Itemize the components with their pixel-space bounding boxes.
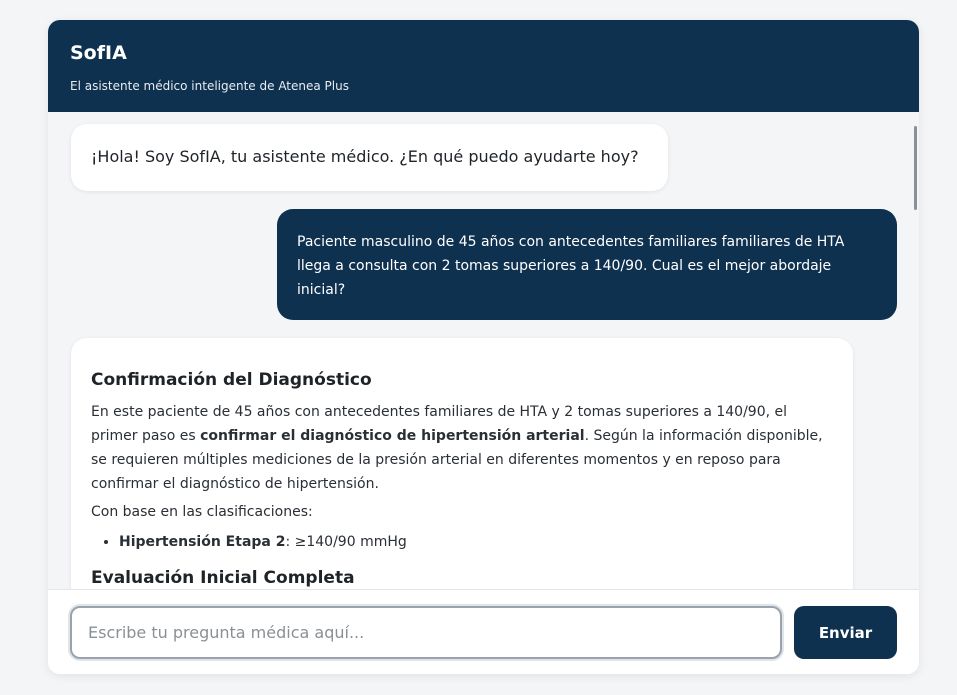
answer-paragraph: En este paciente de 45 años con antecedentes familiares de HTA y 2 tomas superiores a 140/90, el primer paso es confirmar el diagnóstico de hipertensión arterial. Según la información disponible, se requieren múltiples mediciones de la presión arterial en diferentes momentos y en reposo para confirmar el diagnóstico de hipertensión. — [91, 404, 823, 492]
user-message — [277, 209, 897, 320]
greeting-text: ¡Hola! Soy SofIA, tu asistente médico. ¿En qué puedo ayudarte hoy? — [91, 147, 639, 166]
scrollbar-thumb[interactable] — [914, 126, 917, 210]
answer-heading-evaluation: Evaluación Inicial Completa — [91, 568, 355, 588]
list-item: • Hipertensión Etapa 2: ≥140/90 mmHg — [119, 530, 833, 554]
user-message-text: Paciente masculino de 45 años con antecedentes familiares familiares de HTA llega a consulta con 2 tomas superiores a 140/90. Cual es el mejor abordaje inicial? — [297, 234, 845, 298]
app-subtitle: El asistente médico inteligente de Atenea Plus — [70, 79, 349, 93]
message-list[interactable] — [48, 112, 919, 589]
answer-list — [91, 530, 833, 554]
bot-message-greeting — [71, 124, 668, 191]
app-title: SofIA — [70, 42, 127, 64]
question-input[interactable] — [70, 606, 782, 659]
composer — [48, 589, 919, 674]
answer-emphasis: confirmar el diagnóstico de hipertensión arterial — [200, 428, 585, 444]
message-scrollbar[interactable] — [913, 122, 917, 582]
bot-message-answer — [71, 338, 853, 589]
chat-window — [48, 20, 919, 674]
chat-header — [48, 20, 919, 112]
answer-paragraph-classifications: Con base en las clasificaciones: — [91, 504, 313, 520]
send-button[interactable]: Enviar — [794, 606, 897, 659]
answer-heading-diagnosis: Confirmación del Diagnóstico — [91, 370, 372, 390]
